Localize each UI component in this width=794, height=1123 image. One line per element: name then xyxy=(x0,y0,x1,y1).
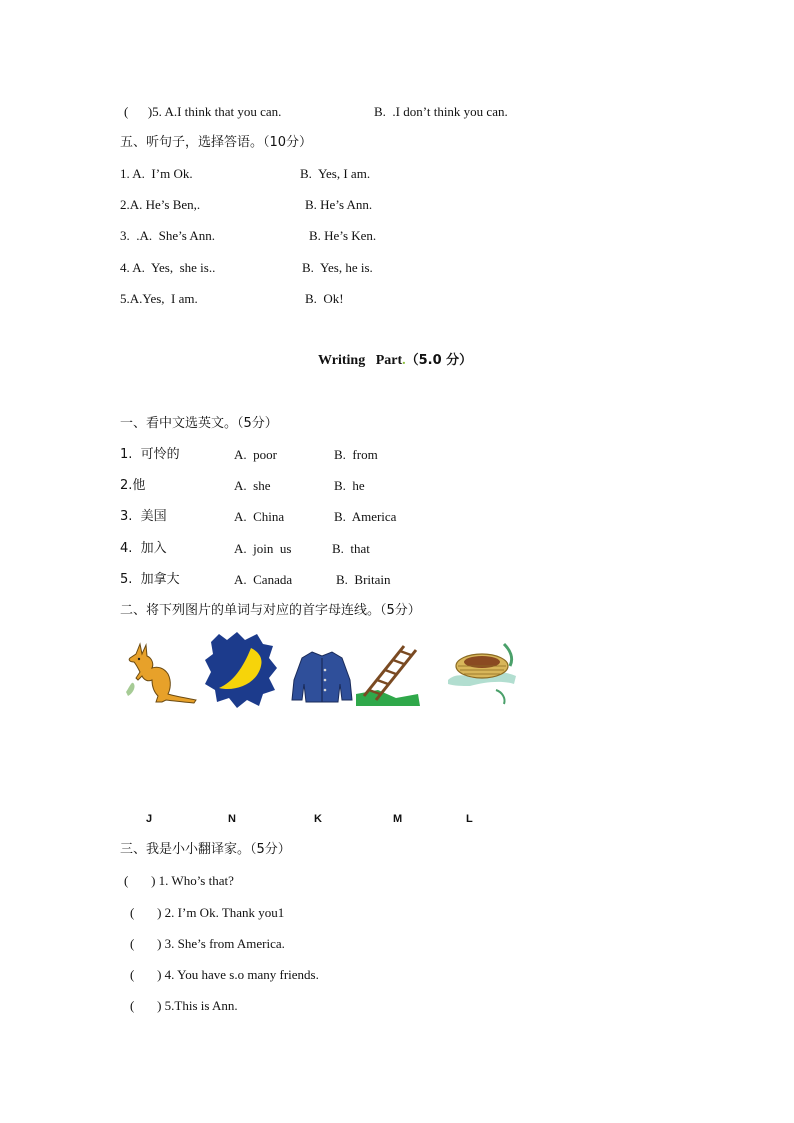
p1-item5-a: A. Canada xyxy=(234,572,293,587)
s5-item3-a: 3. .A. She’s Ann. xyxy=(120,228,215,243)
section5-heading: 五、听句子，选择答语。（10分） xyxy=(120,135,313,150)
s5-item1-b: B. Yes, I am. xyxy=(300,166,371,181)
s5-item5-b: B. Ok! xyxy=(305,291,344,306)
p3-item2: ( ) 2. I’m Ok. Thank you1 xyxy=(130,905,285,920)
ladder-picture xyxy=(356,644,420,708)
s5-item5-a: 5.A.Yes, I am. xyxy=(120,291,198,306)
s5-item4-b: B. Yes, he is. xyxy=(302,260,373,275)
writing-part-title xyxy=(318,353,472,369)
moon-picture xyxy=(205,632,277,708)
p3-item4: ( ) 4. You have s.o many friends. xyxy=(130,967,319,982)
p1-item5-q: 5. 加拿大 xyxy=(120,572,180,587)
letter-4: L xyxy=(466,813,473,825)
part2-heading: 二、将下列图片的单词与对应的首字母连线。（5分） xyxy=(120,603,421,618)
p1-item3-b: B. America xyxy=(334,509,397,524)
p1-item4-b: B. that xyxy=(332,541,370,556)
s5-item4-a: 4. A. Yes, she is.. xyxy=(120,260,216,275)
writing-title-dot: . xyxy=(402,353,406,368)
p3-item3: ( ) 3. She’s from America. xyxy=(130,936,285,951)
s5-item2-a: 2.A. He’s Ben,. xyxy=(120,197,201,212)
p1-item5-b: B. Britain xyxy=(336,572,391,587)
p1-item4-q: 4. 加入 xyxy=(120,541,167,556)
s5-item2-b: B. He’s Ann. xyxy=(305,197,373,212)
s5-item1-a: 1. A. I’m Ok. xyxy=(120,166,193,181)
p3-item5: ( ) 5.This is Ann. xyxy=(130,998,238,1013)
p1-item3-a: A. China xyxy=(234,509,285,524)
part1-heading: 一、看中文选英文。（5分） xyxy=(120,416,278,431)
p3-item1: ( ) 1. Who’s that? xyxy=(124,873,234,888)
kangaroo-picture xyxy=(122,640,200,706)
jacket-picture xyxy=(290,650,354,704)
listening-q5: ( )5. A.I think that you can. xyxy=(124,104,282,119)
p1-item4-a: A. join us xyxy=(234,541,292,556)
p1-item1-q: 1. 可怜的 xyxy=(120,447,180,462)
p1-item2-q: 2.他 xyxy=(120,478,146,493)
part3-heading: 三、我是小小翻译家。（5分） xyxy=(120,842,291,857)
listening-q5-option-b: B. .I don’t think you can. xyxy=(374,104,508,119)
s5-item3-b: B. He’s Ken. xyxy=(309,228,377,243)
p1-item1-b: B. from xyxy=(334,447,378,462)
writing-title-score: （5.0 分） xyxy=(405,353,473,368)
p1-item2-b: B. he xyxy=(334,478,365,493)
letter-1: N xyxy=(228,813,236,825)
letter-2: K xyxy=(314,813,322,825)
letter-3: M xyxy=(393,813,403,825)
writing-title-main: Writing Part xyxy=(318,353,403,368)
nest-picture xyxy=(444,640,520,706)
p1-item2-a: A. she xyxy=(234,478,271,493)
letter-0: J xyxy=(146,813,153,825)
p1-item3-q: 3. 美国 xyxy=(120,509,167,524)
p1-item1-a: A. poor xyxy=(234,447,277,462)
